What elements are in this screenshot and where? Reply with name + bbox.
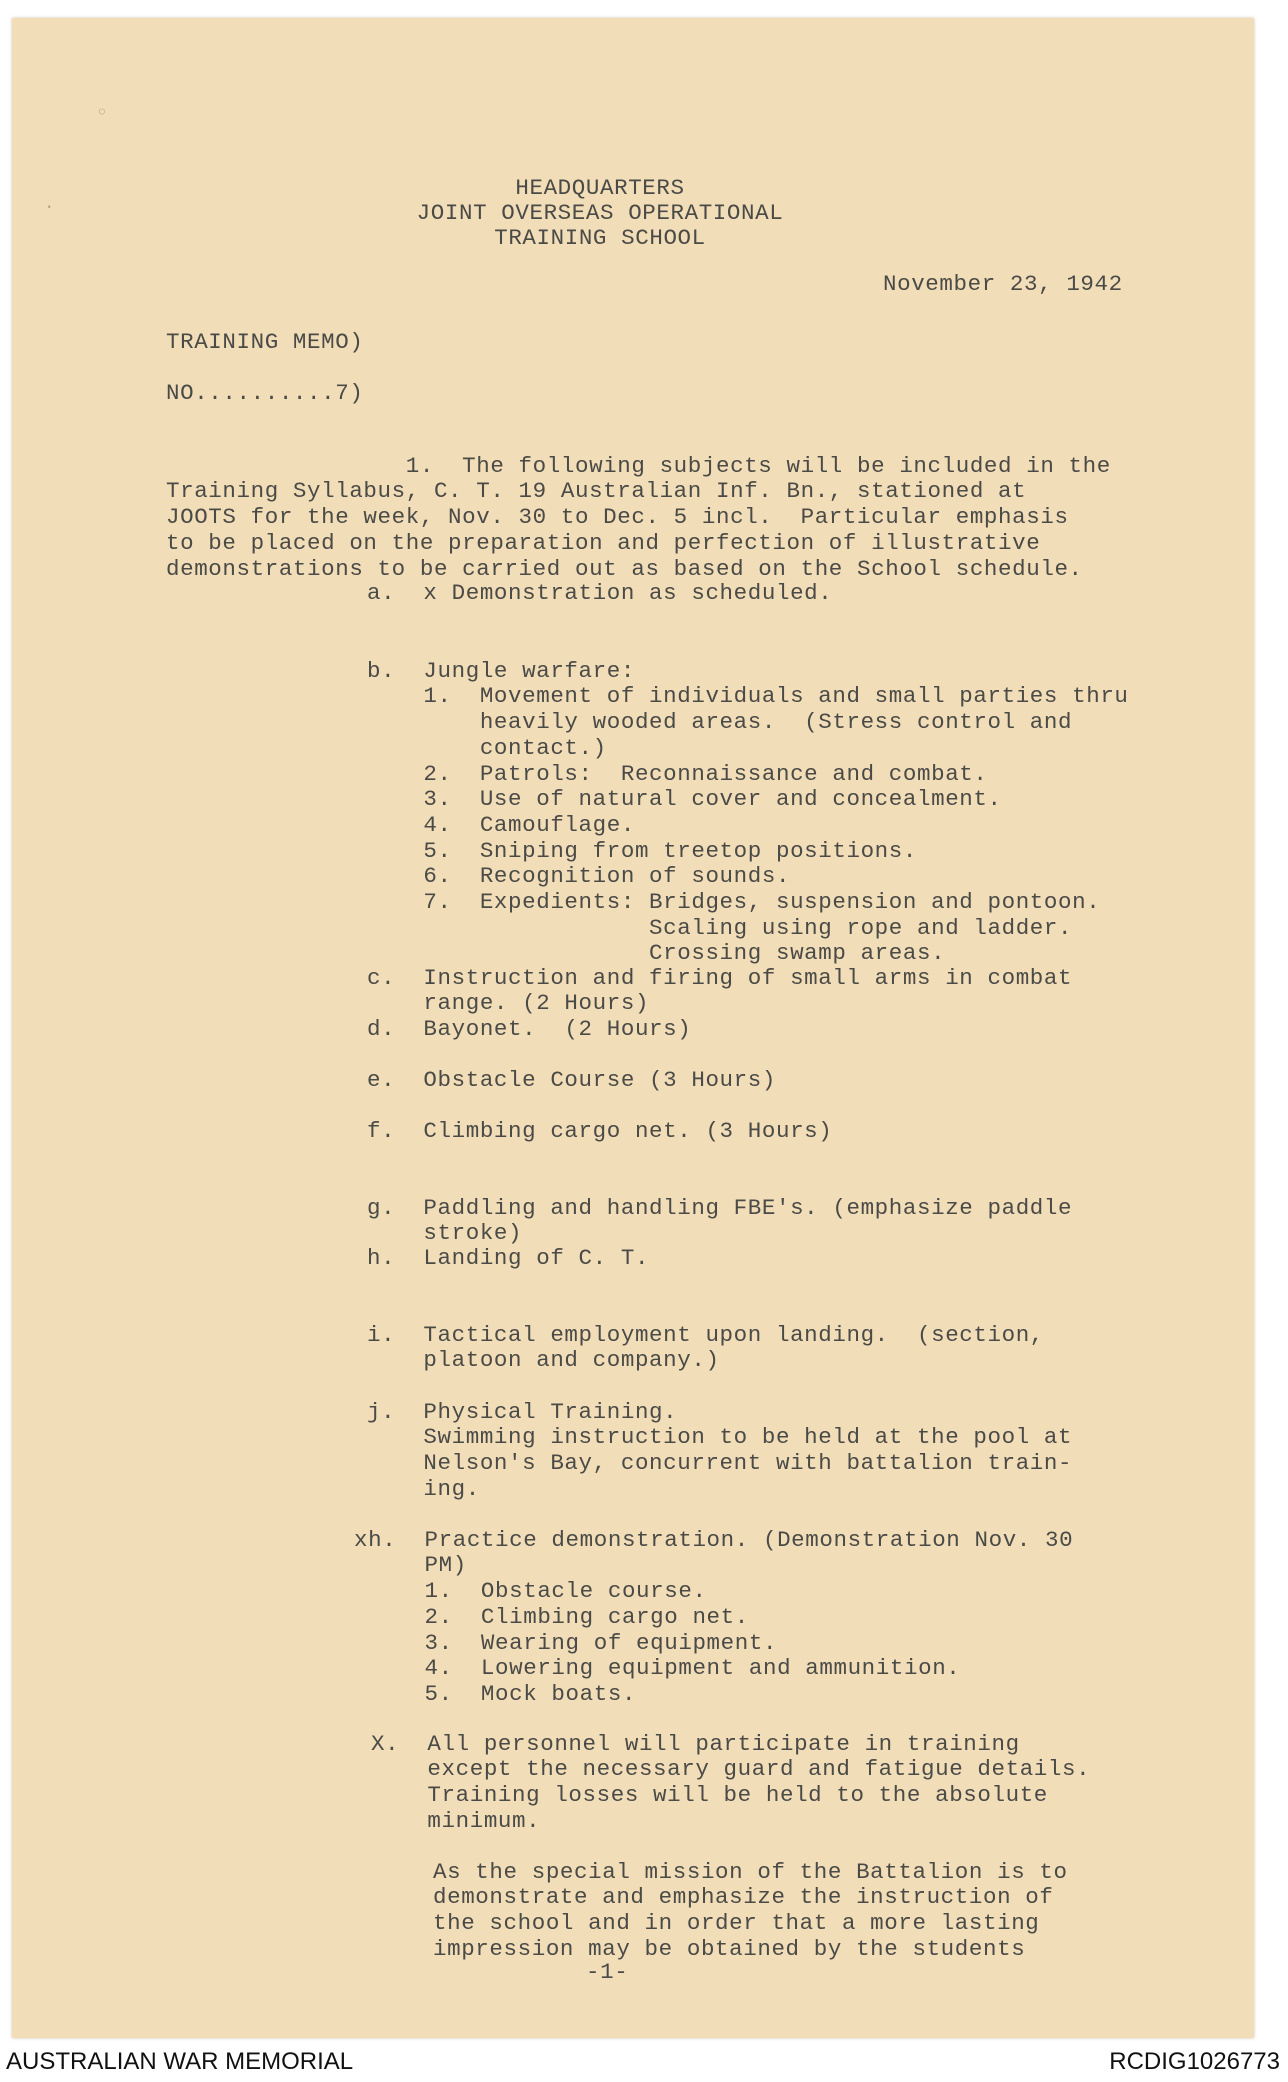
text-line: Training losses will be held to the absolute	[371, 1782, 1048, 1809]
text-line: Training Syllabus, C. T. 19 Australian Inf. Bn., stationed at	[166, 478, 1027, 505]
text-line: ing.	[367, 1475, 480, 1502]
item-f: f. Climbing cargo net. (3 Hours)	[367, 1118, 833, 1144]
text-line: demonstrations to be carried out as based on the School schedule.	[166, 555, 1083, 582]
memo-title: TRAINING MEMO)	[166, 329, 364, 355]
text-line: 5. Sniping from treetop positions.	[367, 837, 917, 864]
text-line: JOOTS for the week, Nov. 30 to Dec. 5 incl. Particular emphasis	[166, 504, 1069, 531]
item-h: h. Landing of C. T.	[367, 1245, 650, 1271]
text-line: c. Instruction and firing of small arms in combat	[367, 964, 1073, 991]
text-line: j. Physical Training.	[367, 1398, 678, 1425]
text-line: 2. Patrols: Reconnaissance and combat.	[367, 760, 988, 787]
header-line-1: HEADQUARTERS	[515, 175, 685, 201]
text-line: contact.)	[367, 734, 607, 761]
text-line: 3. Wearing of equipment.	[354, 1629, 778, 1656]
closing-paragraph	[433, 1834, 1068, 1988]
margin-mark: ◦	[96, 100, 108, 124]
text-line: the school and in order that a more lasting	[433, 1910, 1040, 1937]
text-line: As the special mission of the Battalion is to	[433, 1858, 1068, 1885]
memo-date: November 23, 1942	[883, 271, 1123, 297]
text-line: to be placed on the preparation and perfection of illustrative	[166, 529, 1041, 556]
text-line: Nelson's Bay, concurrent with battalion train-	[367, 1450, 1073, 1477]
text-line: 1. Obstacle course.	[354, 1578, 707, 1605]
text-line: 5. Mock boats.	[354, 1680, 637, 1707]
text-line: 1. The following subjects will be included in the	[166, 452, 1111, 479]
text-line: except the necessary guard and fatigue details.	[371, 1756, 1091, 1783]
item-xh	[354, 1502, 1073, 1733]
text-line: xh. Practice demonstration. (Demonstration Nov. 30	[354, 1526, 1074, 1553]
text-line: range. (2 Hours)	[367, 990, 650, 1017]
text-line: 2. Climbing cargo net.	[354, 1603, 749, 1630]
text-line: 7. Expedients: Bridges, suspension and pontoon.	[367, 889, 1101, 916]
item-a: a. x Demonstration as scheduled.	[367, 580, 833, 606]
item-d: d. Bayonet. (2 Hours)	[367, 1016, 692, 1042]
text-line: demonstrate and emphasize the instruction of	[433, 1884, 1054, 1911]
text-line: minimum.	[371, 1807, 541, 1834]
text-line: Scaling using rope and ladder.	[367, 914, 1073, 941]
footer-catalog-id: RCDIG1026773	[1109, 2048, 1280, 2075]
footer-source: AUSTRALIAN WAR MEMORIAL	[6, 2048, 354, 2075]
text-line: 3. Use of natural cover and concealment.	[367, 786, 1002, 813]
header-line-2: JOINT OVERSEAS OPERATIONAL	[416, 200, 784, 226]
margin-mark: ·	[46, 195, 53, 219]
text-line: 1. Movement of individuals and small parties thru	[367, 683, 1129, 710]
text-line: Swimming instruction to be held at the pool at	[367, 1424, 1073, 1451]
text-line: X. All personnel will participate in training	[371, 1730, 1020, 1757]
text-line: platoon and company.)	[367, 1347, 720, 1374]
item-e: e. Obstacle Course (3 Hours)	[367, 1067, 776, 1093]
text-line: i. Tactical employment upon landing. (section,	[367, 1321, 1044, 1348]
text-line: 6. Recognition of sounds.	[367, 863, 791, 890]
text-line: impression may be obtained by the students	[433, 1935, 1026, 1962]
text-line: heavily wooded areas. (Stress control and	[367, 709, 1073, 736]
header-line-3: TRAINING SCHOOL	[494, 225, 706, 251]
text-line: g. Paddling and handling FBE's. (emphasize paddle	[367, 1194, 1073, 1221]
page-number: -1-	[586, 1959, 629, 1985]
text-line: 4. Lowering equipment and ammunition.	[354, 1655, 961, 1682]
text-line: 4. Camouflage.	[367, 811, 635, 838]
memo-number: NO..........7)	[166, 380, 364, 406]
item-b	[367, 633, 1129, 993]
text-line: b. Jungle warfare:	[367, 657, 635, 684]
text-line: PM)	[354, 1552, 467, 1579]
text-line: Crossing swamp areas.	[367, 940, 946, 967]
text-line: stroke)	[367, 1220, 523, 1247]
